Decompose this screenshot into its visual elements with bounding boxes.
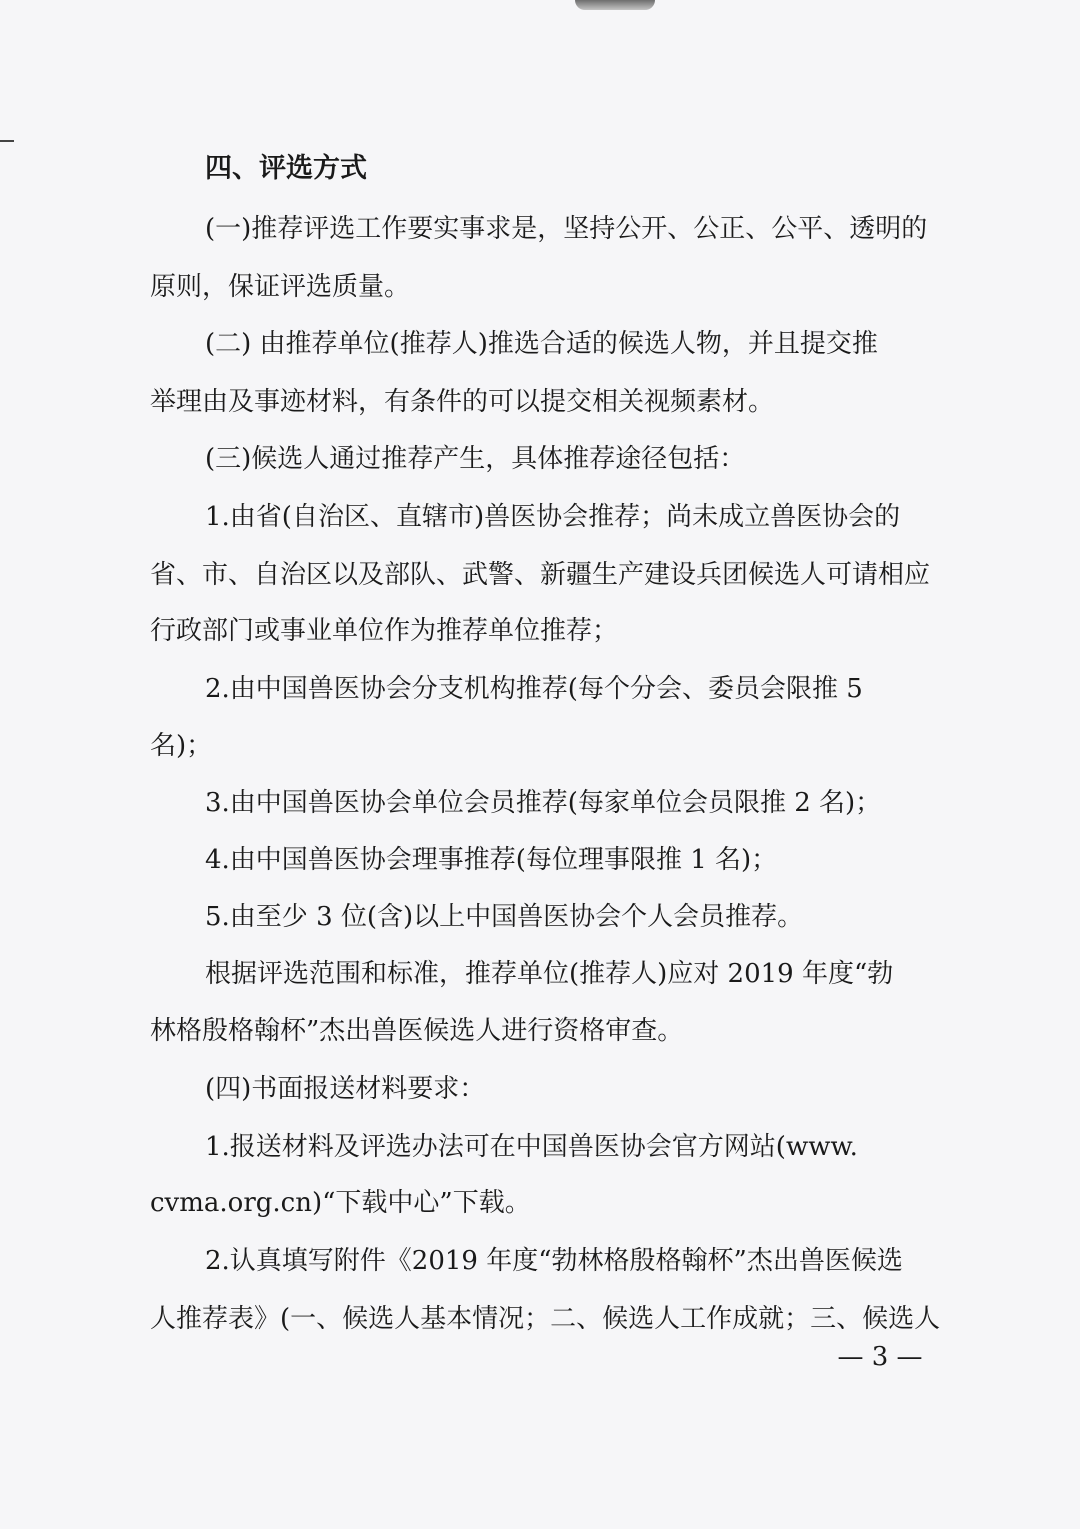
- paragraph-line: (二) 由推荐单位(推荐人)推选合适的候选人物，并且提交推: [205, 329, 878, 359]
- paragraph-line: 4.由中国兽医协会理事推荐(每位理事限推 1 名)；: [205, 845, 778, 875]
- paragraph-line: 省、市、自治区以及部队、武警、新疆生产建设兵团候选人可请相应: [150, 560, 931, 590]
- paragraph-line: 1.由省(自治区、直辖市)兽医协会推荐；尚未成立兽医协会的: [205, 502, 901, 532]
- paragraph-line: 根据评选范围和标准，推荐单位(推荐人)应对 2019 年度“勃: [205, 959, 894, 989]
- paragraph-line: cvma.org.cn)“下载中心”下载。: [150, 1188, 531, 1218]
- paragraph-line: 举理由及事迹材料，有条件的可以提交相关视频素材。: [150, 387, 775, 417]
- section-heading: 四、评选方式: [205, 153, 367, 184]
- paragraph-line: 林格殷格翰杯”杰出兽医候选人进行资格审查。: [150, 1016, 684, 1046]
- paragraph-line: (三)候选人通过推荐产生，具体推荐途径包括：: [205, 444, 746, 474]
- paragraph-line: 2.认真填写附件《2019 年度“勃林格殷格翰杯”杰出兽医候选: [205, 1246, 903, 1276]
- margin-mark: [0, 140, 14, 142]
- paragraph-line: 3.由中国兽医协会单位会员推荐(每家单位会员限推 2 名)；: [205, 788, 882, 818]
- paragraph-line: 原则，保证评选质量。: [150, 272, 411, 302]
- paragraph-line: 名)；: [150, 731, 213, 761]
- paragraph-line: 人推荐表》(一、候选人基本情况；二、候选人工作成就；三、候选人: [150, 1304, 941, 1334]
- paragraph-line: 2.由中国兽医协会分支机构推荐(每个分会、委员会限推 5: [205, 674, 863, 704]
- paragraph-line: 5.由至少 3 位(含)以上中国兽医协会个人会员推荐。: [205, 902, 804, 932]
- paragraph-line: 1.报送材料及评选办法可在中国兽医协会官方网站(www.: [205, 1132, 858, 1162]
- page-number: — 3 —: [837, 1342, 923, 1372]
- scan-artifact: [575, 0, 655, 10]
- paragraph-line: (四)书面报送材料要求：: [205, 1074, 486, 1104]
- paragraph-line: (一)推荐评选工作要实事求是，坚持公开、公正、公平、透明的: [205, 214, 928, 244]
- paragraph-line: 行政部门或事业单位作为推荐单位推荐；: [150, 616, 619, 646]
